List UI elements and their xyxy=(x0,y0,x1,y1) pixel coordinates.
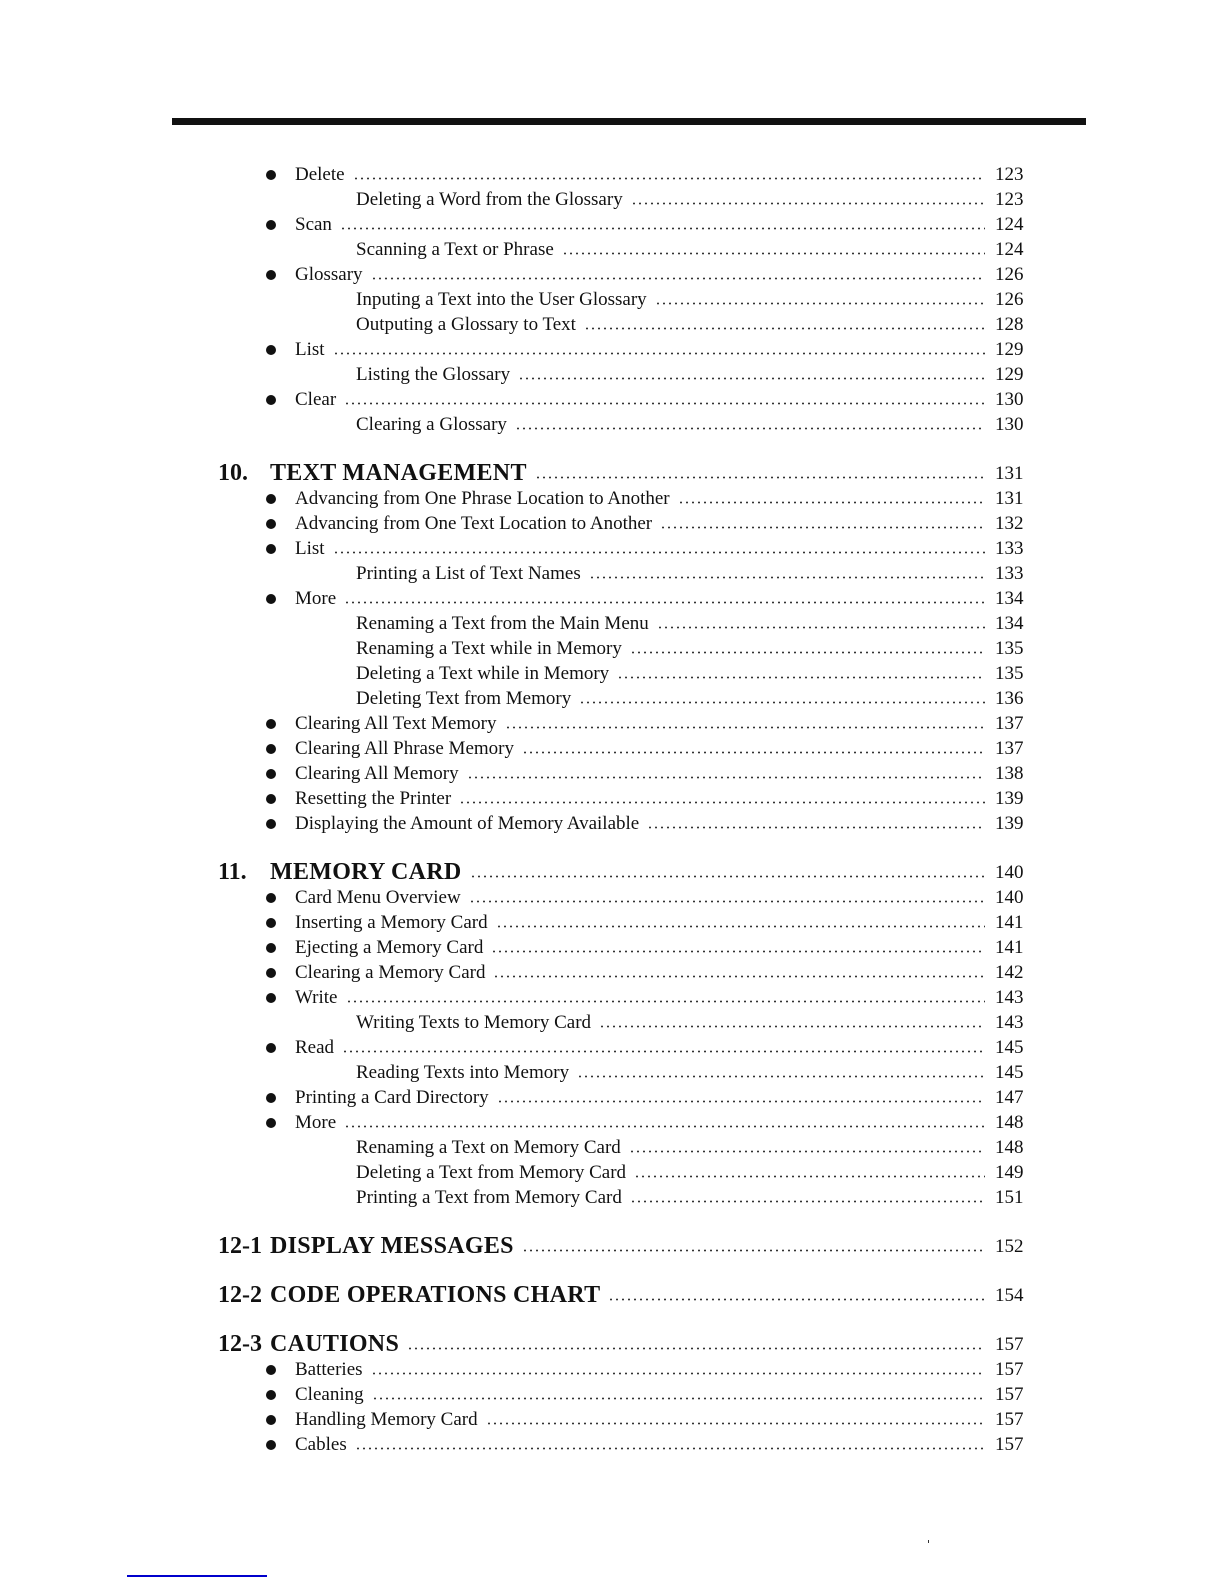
entry-title: Outputing a Glossary to Text xyxy=(356,313,576,335)
dot-leader xyxy=(562,252,985,255)
entry-title: Card Menu Overview xyxy=(295,886,461,908)
toc-subentry[interactable] xyxy=(0,561,1225,586)
entry-title: More xyxy=(295,587,337,609)
entry-title: Reading Texts into Memory xyxy=(356,1061,570,1083)
page-number: 123 xyxy=(995,188,1024,210)
dot-leader xyxy=(631,202,985,205)
entry-title: Read xyxy=(295,1036,335,1058)
toc-entry[interactable] xyxy=(0,761,1225,786)
page-number: 157 xyxy=(995,1408,1024,1430)
page-number: 129 xyxy=(995,363,1024,385)
page-number: 157 xyxy=(995,1358,1024,1380)
dot-leader xyxy=(355,1447,985,1450)
bullet-icon xyxy=(266,993,276,1003)
bullet-icon xyxy=(266,220,276,230)
entry-title: Renaming a Text on Memory Card xyxy=(356,1136,621,1158)
dot-leader xyxy=(470,875,985,878)
toc-subentry[interactable] xyxy=(0,287,1225,312)
toc-subentry[interactable] xyxy=(0,636,1225,661)
dot-leader xyxy=(497,1100,985,1103)
entry-title: Inserting a Memory Card xyxy=(295,911,488,933)
page-number: 140 xyxy=(995,886,1024,908)
toc-subentry[interactable] xyxy=(0,1160,1225,1185)
dot-leader xyxy=(660,526,985,529)
dot-leader xyxy=(486,1422,985,1425)
bullet-icon xyxy=(266,918,276,928)
entry-title: Batteries xyxy=(295,1358,363,1380)
page-number: 157 xyxy=(995,1333,1024,1355)
toc-entry[interactable] xyxy=(0,1085,1225,1110)
entry-title: Advancing from One Text Location to Another xyxy=(295,512,653,534)
page-number: 131 xyxy=(995,462,1024,484)
toc-entry[interactable] xyxy=(0,1357,1225,1382)
dot-leader xyxy=(608,1298,985,1301)
bullet-icon xyxy=(266,744,276,754)
entry-title: Printing a Card Directory xyxy=(295,1086,489,1108)
toc-subentry[interactable] xyxy=(0,187,1225,212)
toc-entry[interactable] xyxy=(0,486,1225,511)
header-rule xyxy=(172,118,1086,125)
page-number: 140 xyxy=(995,861,1024,883)
entry-title: Advancing from One Phrase Location to Another xyxy=(295,487,670,509)
section-number: 12-2 xyxy=(218,1282,262,1308)
entry-title: Glossary xyxy=(295,263,363,285)
toc-entry[interactable] xyxy=(0,337,1225,362)
bullet-icon xyxy=(266,819,276,829)
bullet-icon xyxy=(266,345,276,355)
toc-entry[interactable] xyxy=(0,985,1225,1010)
toc-entry[interactable] xyxy=(0,1035,1225,1060)
section-number: 11. xyxy=(218,859,247,885)
toc-entry[interactable] xyxy=(0,1110,1225,1135)
entry-title: Delete xyxy=(295,163,345,185)
toc-subentry[interactable] xyxy=(0,1185,1225,1210)
dot-leader xyxy=(518,377,985,380)
toc-entry[interactable] xyxy=(0,786,1225,811)
page-number: 148 xyxy=(995,1136,1024,1158)
page-number: 142 xyxy=(995,961,1024,983)
toc-subentry[interactable] xyxy=(0,1135,1225,1160)
dot-leader xyxy=(353,177,985,180)
bullet-icon xyxy=(266,1365,276,1375)
page-number: 129 xyxy=(995,338,1024,360)
table-of-contents xyxy=(0,162,1225,1457)
dot-leader xyxy=(372,1397,985,1400)
entry-title: TEXT MANAGEMENT xyxy=(270,460,527,486)
toc-entry[interactable] xyxy=(0,536,1225,561)
page-number: 134 xyxy=(995,587,1024,609)
toc-subentry[interactable] xyxy=(0,686,1225,711)
footer-link-underline xyxy=(127,1575,267,1577)
page-number: 130 xyxy=(995,413,1024,435)
dot-leader xyxy=(630,1200,985,1203)
dot-leader xyxy=(584,327,985,330)
dot-leader xyxy=(617,676,985,679)
page-number: 152 xyxy=(995,1235,1024,1257)
bullet-icon xyxy=(266,769,276,779)
page-number: 134 xyxy=(995,612,1024,634)
entry-title: Cables xyxy=(295,1433,347,1455)
entry-title: CAUTIONS xyxy=(270,1331,400,1357)
bullet-icon xyxy=(266,1440,276,1450)
page-number: 126 xyxy=(995,263,1024,285)
entry-title: Scanning a Text or Phrase xyxy=(356,238,554,260)
bullet-icon xyxy=(266,494,276,504)
toc-entry[interactable] xyxy=(0,586,1225,611)
dot-leader xyxy=(493,975,985,978)
entry-title: Clearing a Glossary xyxy=(356,413,507,435)
dot-leader xyxy=(630,651,985,654)
scan-speck xyxy=(928,1540,929,1543)
page-number: 138 xyxy=(995,762,1024,784)
dot-leader xyxy=(515,427,985,430)
page-number: 124 xyxy=(995,238,1024,260)
page-number: 132 xyxy=(995,512,1024,534)
dot-leader xyxy=(577,1075,985,1078)
dot-leader xyxy=(655,302,985,305)
entry-title: Renaming a Text while in Memory xyxy=(356,637,622,659)
page-number: 133 xyxy=(995,562,1024,584)
toc-subentry[interactable] xyxy=(0,412,1225,437)
dot-leader xyxy=(371,277,985,280)
page-number: 151 xyxy=(995,1186,1024,1208)
dot-leader xyxy=(371,1372,985,1375)
entry-title: CODE OPERATIONS CHART xyxy=(270,1282,601,1308)
dot-leader xyxy=(599,1025,985,1028)
entry-title: Clear xyxy=(295,388,337,410)
entry-title: Deleting a Text from Memory Card xyxy=(356,1161,627,1183)
page-number: 137 xyxy=(995,712,1024,734)
toc-subentry[interactable] xyxy=(0,312,1225,337)
dot-leader xyxy=(535,476,985,479)
page-number: 135 xyxy=(995,662,1024,684)
page-number: 133 xyxy=(995,537,1024,559)
entry-title: Scan xyxy=(295,213,332,235)
bullet-icon xyxy=(266,794,276,804)
entry-title: Cleaning xyxy=(295,1383,364,1405)
dot-leader xyxy=(342,1050,985,1053)
page-number: 157 xyxy=(995,1383,1024,1405)
dot-leader xyxy=(589,576,985,579)
entry-title: Listing the Glossary xyxy=(356,363,511,385)
entry-title: Displaying the Amount of Memory Available xyxy=(295,812,640,834)
page-number: 143 xyxy=(995,986,1024,1008)
toc-section[interactable] xyxy=(0,860,1225,885)
section-number: 12-3 xyxy=(218,1331,262,1357)
page-number: 145 xyxy=(995,1036,1024,1058)
toc-subentry[interactable] xyxy=(0,1060,1225,1085)
dot-leader xyxy=(522,1249,985,1252)
page-number: 139 xyxy=(995,787,1024,809)
dot-leader xyxy=(469,900,985,903)
page-number: 130 xyxy=(995,388,1024,410)
entry-title: Handling Memory Card xyxy=(295,1408,478,1430)
dot-leader xyxy=(346,1000,986,1003)
page-number: 143 xyxy=(995,1011,1024,1033)
page-number: 141 xyxy=(995,911,1024,933)
toc-subentry[interactable] xyxy=(0,611,1225,636)
bullet-icon xyxy=(266,719,276,729)
entry-title: DISPLAY MESSAGES xyxy=(270,1233,514,1259)
page-number: 126 xyxy=(995,288,1024,310)
page-number: 145 xyxy=(995,1061,1024,1083)
page-number: 136 xyxy=(995,687,1024,709)
dot-leader xyxy=(333,551,985,554)
toc-entry[interactable] xyxy=(0,1407,1225,1432)
page-number: 147 xyxy=(995,1086,1024,1108)
entry-title: Printing a List of Text Names xyxy=(356,562,581,584)
entry-title: Renaming a Text from the Main Menu xyxy=(356,612,649,634)
entry-title: MEMORY CARD xyxy=(270,859,462,885)
dot-leader xyxy=(678,501,985,504)
page-number: 154 xyxy=(995,1284,1024,1306)
toc-entry[interactable] xyxy=(0,387,1225,412)
toc-entry[interactable] xyxy=(0,910,1225,935)
bullet-icon xyxy=(266,893,276,903)
dot-leader xyxy=(491,950,985,953)
dot-leader xyxy=(459,801,985,804)
dot-leader xyxy=(333,352,985,355)
dot-leader xyxy=(407,1347,985,1350)
toc-entry[interactable] xyxy=(0,711,1225,736)
entry-title: List xyxy=(295,537,325,559)
dot-leader xyxy=(579,701,985,704)
entry-title: Clearing All Phrase Memory xyxy=(295,737,514,759)
bullet-icon xyxy=(266,1043,276,1053)
bullet-icon xyxy=(266,1093,276,1103)
toc-entry[interactable] xyxy=(0,935,1225,960)
dot-leader xyxy=(629,1150,985,1153)
toc-subentry[interactable] xyxy=(0,661,1225,686)
bullet-icon xyxy=(266,544,276,554)
section-number: 12-1 xyxy=(218,1233,262,1259)
toc-entry[interactable] xyxy=(0,212,1225,237)
entry-title: Write xyxy=(295,986,338,1008)
page-number: 139 xyxy=(995,812,1024,834)
entry-title: Resetting the Printer xyxy=(295,787,452,809)
entry-title: Deleting a Word from the Glossary xyxy=(356,188,623,210)
entry-title: List xyxy=(295,338,325,360)
page-number: 148 xyxy=(995,1111,1024,1133)
entry-title: Deleting Text from Memory xyxy=(356,687,572,709)
bullet-icon xyxy=(266,594,276,604)
toc-section[interactable] xyxy=(0,1332,1225,1357)
page-number: 131 xyxy=(995,487,1024,509)
toc-entry[interactable] xyxy=(0,960,1225,985)
toc-entry[interactable] xyxy=(0,1432,1225,1457)
toc-entry[interactable] xyxy=(0,1382,1225,1407)
toc-entry[interactable] xyxy=(0,885,1225,910)
bullet-icon xyxy=(266,943,276,953)
page-number: 135 xyxy=(995,637,1024,659)
bullet-icon xyxy=(266,1118,276,1128)
page-number: 149 xyxy=(995,1161,1024,1183)
bullet-icon xyxy=(266,1390,276,1400)
section-number: 10. xyxy=(218,460,248,486)
bullet-icon xyxy=(266,1415,276,1425)
dot-leader xyxy=(344,601,985,604)
dot-leader xyxy=(522,751,985,754)
toc-subentry[interactable] xyxy=(0,237,1225,262)
entry-title: Clearing All Memory xyxy=(295,762,459,784)
toc-subentry[interactable] xyxy=(0,362,1225,387)
toc-entry[interactable] xyxy=(0,162,1225,187)
toc-subentry[interactable] xyxy=(0,1010,1225,1035)
dot-leader xyxy=(467,776,985,779)
entry-title: Inputing a Text into the User Glossary xyxy=(356,288,647,310)
entry-title: Printing a Text from Memory Card xyxy=(356,1186,622,1208)
page-number: 124 xyxy=(995,213,1024,235)
toc-section[interactable] xyxy=(0,1283,1225,1308)
entry-title: Clearing a Memory Card xyxy=(295,961,486,983)
dot-leader xyxy=(657,626,985,629)
entry-title: Writing Texts to Memory Card xyxy=(356,1011,592,1033)
entry-title: Clearing All Text Memory xyxy=(295,712,497,734)
dot-leader xyxy=(344,402,985,405)
page-number: 128 xyxy=(995,313,1024,335)
bullet-icon xyxy=(266,170,276,180)
toc-entry[interactable] xyxy=(0,511,1225,536)
bullet-icon xyxy=(266,395,276,405)
bullet-icon xyxy=(266,270,276,280)
dot-leader xyxy=(505,726,986,729)
toc-entry[interactable] xyxy=(0,811,1225,836)
page-number: 137 xyxy=(995,737,1024,759)
toc-section[interactable] xyxy=(0,1234,1225,1259)
page-number: 157 xyxy=(995,1433,1024,1455)
page-number: 141 xyxy=(995,936,1024,958)
dot-leader xyxy=(344,1125,985,1128)
dot-leader xyxy=(340,227,985,230)
entry-title: Ejecting a Memory Card xyxy=(295,936,484,958)
page-number: 123 xyxy=(995,163,1024,185)
entry-title: More xyxy=(295,1111,337,1133)
dot-leader xyxy=(496,925,985,928)
toc-entry[interactable] xyxy=(0,736,1225,761)
entry-title: Deleting a Text while in Memory xyxy=(356,662,610,684)
toc-entry[interactable] xyxy=(0,262,1225,287)
dot-leader xyxy=(634,1175,985,1178)
dot-leader xyxy=(647,826,985,829)
toc-section[interactable] xyxy=(0,461,1225,486)
bullet-icon xyxy=(266,968,276,978)
bullet-icon xyxy=(266,519,276,529)
